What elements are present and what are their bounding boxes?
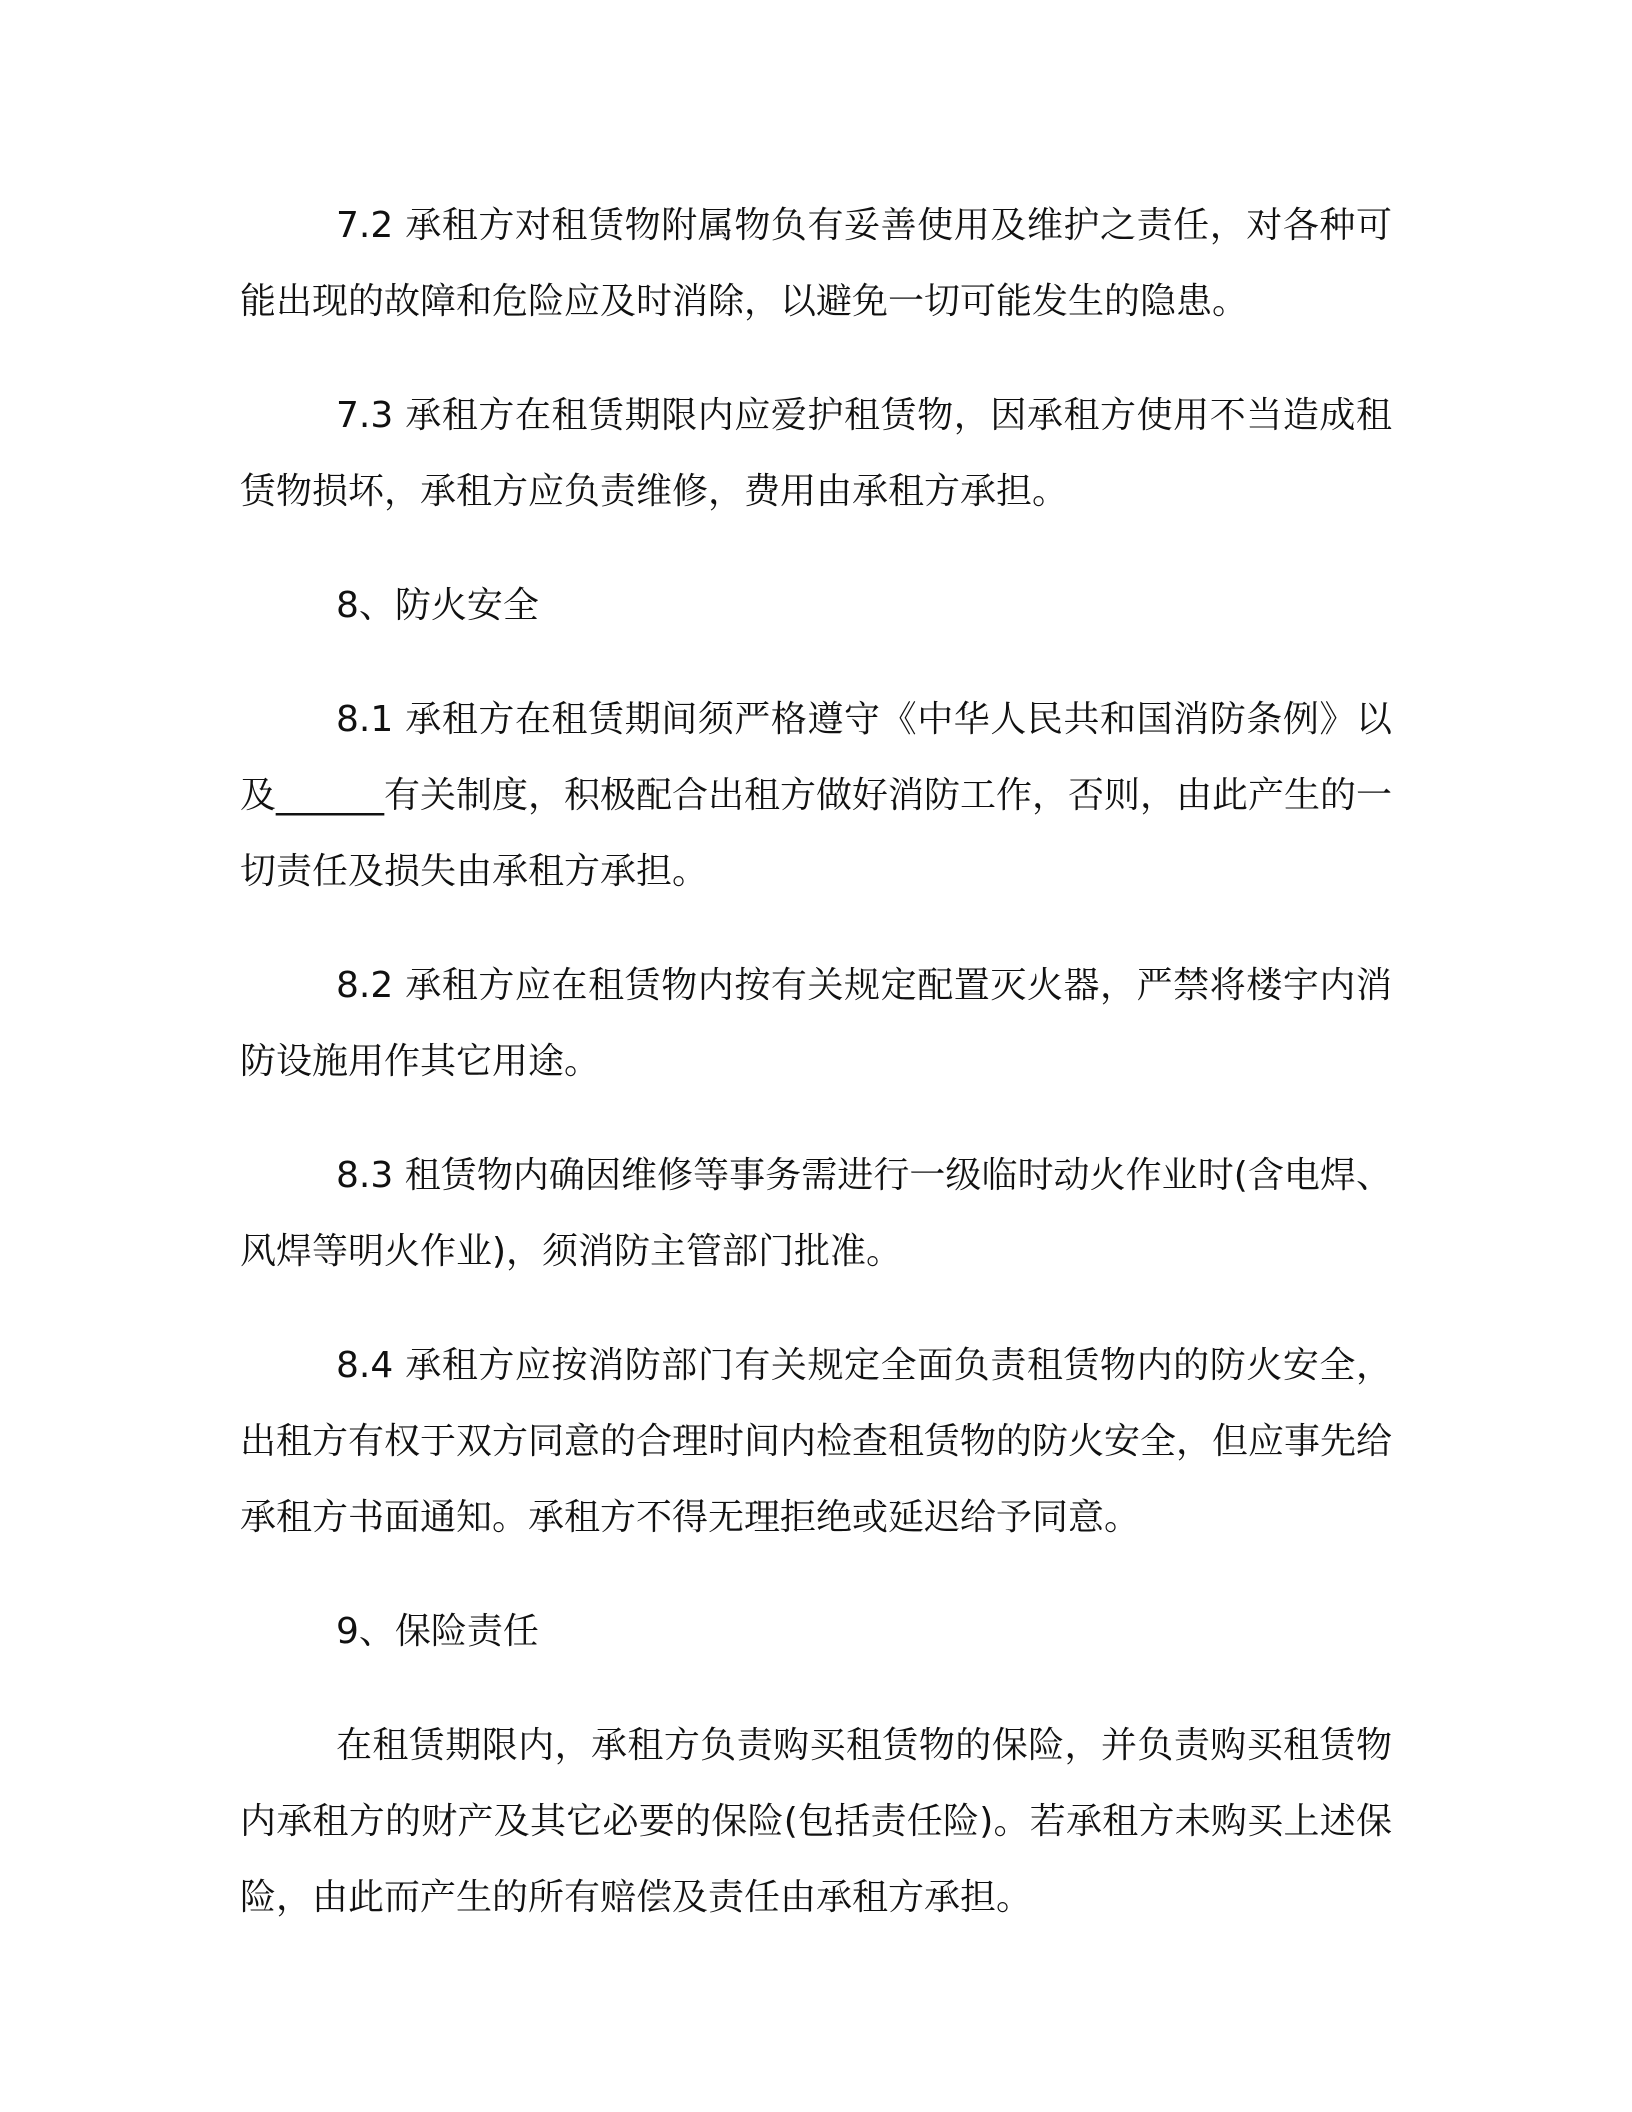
section-heading-fire-safety: 8、防火安全 bbox=[336, 585, 539, 626]
clause-8-1: 8.1 承租方在租赁期间须严格遵守《中华人民共和国消防条例》以及______有关制度，积极配合出租方做好消防工作，否则，由此产生的一切责任及损失由承租方承担。 bbox=[240, 699, 1393, 892]
clause-7-2: 7.2 承租方对租赁物附属物负有妥善使用及维护之责任，对各种可能出现的故障和危险应及时消除，以避免一切可能发生的隐患。 bbox=[240, 205, 1392, 322]
clause-8-2: 8.2 承租方应在租赁物内按有关规定配置灭火器，严禁将楼宇内消防设施用作其它用途。 bbox=[240, 965, 1392, 1082]
clause-9-insurance: 在租赁期限内，承租方负责购买租赁物的保险，并负责购买租赁物内承租方的财产及其它必要的保险(包括责任险)。若承租方未购买上述保险，由此而产生的所有赔偿及责任由承租方承担。 bbox=[240, 1725, 1392, 1918]
clause-8-3: 8.3 租赁物内确因维修等事务需进行一级临时动火作业时(含电焊、风焊等明火作业)，须消防主管部门批准。 bbox=[240, 1155, 1392, 1272]
clause-8-4: 8.4 承租方应按消防部门有关规定全面负责租赁物内的防火安全，出租方有权于双方同意的合理时间内检查租赁物的防火安全，但应事先给承租方书面通知。承租方不得无理拒绝或延迟给予同意。 bbox=[240, 1345, 1393, 1538]
clause-7-3: 7.3 承租方在租赁期限内应爱护租赁物，因承租方使用不当造成租赁物损坏，承租方应负责维修，费用由承租方承担。 bbox=[240, 395, 1392, 512]
document-body bbox=[240, 188, 1392, 1936]
section-heading-insurance: 9、保险责任 bbox=[336, 1611, 539, 1652]
